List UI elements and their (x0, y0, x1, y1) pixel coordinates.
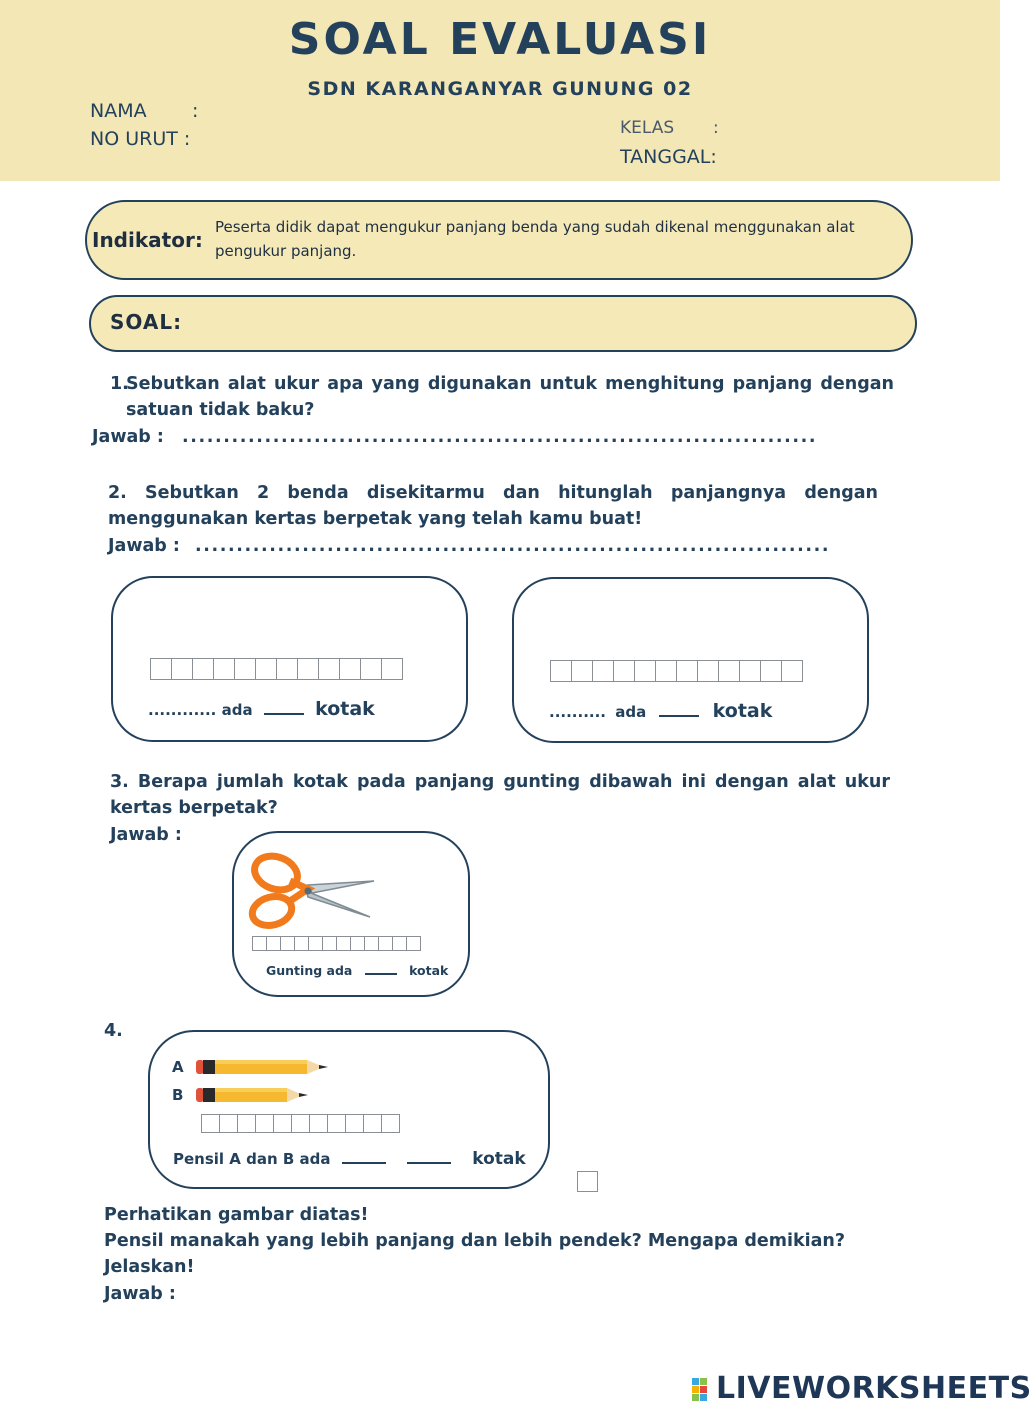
q3-kotak: kotak (409, 963, 449, 978)
no-urut-label: NO URUT : (90, 128, 191, 150)
q3-blank[interactable] (365, 973, 397, 975)
nama-colon: : (192, 100, 199, 122)
q4-box (148, 1030, 550, 1189)
box2-ada: ada (615, 703, 647, 721)
soal-label: SOAL: (110, 310, 183, 334)
q1-answer-label: Jawab : (92, 427, 164, 447)
box1-prefix: ............ (148, 701, 217, 719)
page-title: SOAL EVALUASI (288, 14, 712, 65)
grid-paper (551, 660, 803, 682)
grid-paper (253, 936, 421, 951)
q4-answer-label: Jawab : (104, 1284, 176, 1304)
indikator-label: Indikator: (92, 228, 203, 252)
q3-text: 3. Berapa jumlah kotak pada panjang gunting dibawah ini dengan alat ukur kertas berpetak? (110, 772, 890, 818)
q3-box (232, 831, 470, 997)
q1-answer-dots[interactable]: ............................................................................. (182, 427, 818, 447)
footer-brand[interactable]: LIVEWORKSHEETS (716, 1371, 1032, 1406)
q4-kotak: kotak (472, 1149, 526, 1169)
box2-prefix: .......... (549, 703, 606, 721)
box2-kotak: kotak (712, 700, 773, 722)
q2-box-2 (512, 577, 869, 743)
school-name: SDN KARANGANYAR GUNUNG 02 (307, 78, 693, 100)
soal-box (89, 295, 917, 352)
grid-paper (151, 658, 403, 680)
q4-line-3: Jelaskan! (104, 1257, 195, 1277)
scissors-icon (246, 847, 376, 937)
q2-answer-dots[interactable]: ............................................................................. (195, 536, 831, 556)
pencil-b-label: B (172, 1086, 184, 1104)
kelas-colon: : (713, 118, 719, 138)
kelas-label: KELAS (620, 118, 675, 138)
q4-blank-a[interactable] (342, 1162, 386, 1164)
box2-blank[interactable] (659, 715, 699, 717)
pencil-a-icon (196, 1057, 331, 1077)
tanggal-label: TANGGAL: (620, 146, 717, 168)
q2-text: 2. Sebutkan 2 benda disekitarmu dan hitunglah panjangnya dengan menggunakan kertas berpetak yang telah kamu buat! (108, 483, 878, 529)
q4-blank-b[interactable] (407, 1162, 451, 1164)
q1-number: 1. (110, 374, 129, 394)
q2-answer-label: Jawab : (108, 536, 180, 556)
q3-ada: Gunting ada (266, 963, 353, 978)
nama-label: NAMA (90, 100, 147, 122)
box1-ada: ada (221, 701, 253, 719)
pencil-a-label: A (172, 1058, 184, 1076)
pencil-b-icon (196, 1085, 311, 1105)
q3-answer-label: Jawab : (110, 825, 182, 845)
q4-line-2: Pensil manakah yang lebih panjang dan lebih pendek? Mengapa demikian? (104, 1231, 846, 1251)
box1-blank[interactable] (264, 713, 304, 715)
q4-line-1: Perhatikan gambar diatas! (104, 1205, 369, 1225)
answer-checkbox[interactable] (577, 1171, 598, 1192)
box1-kotak: kotak (315, 698, 375, 720)
q1-text: Sebutkan alat ukur apa yang digunakan untuk menghitung panjang dengan satuan tidak baku? (126, 374, 894, 420)
liveworksheets-logo-icon (692, 1378, 716, 1402)
q4-number: 4. (104, 1021, 123, 1041)
q2-box-1 (111, 576, 468, 742)
grid-paper (202, 1114, 400, 1133)
indikator-text: Peserta didik dapat mengukur panjang benda yang sudah dikenal menggunakan alat pengukur panjang. (215, 218, 855, 260)
q4-caption: Pensil A dan B ada (173, 1150, 331, 1168)
